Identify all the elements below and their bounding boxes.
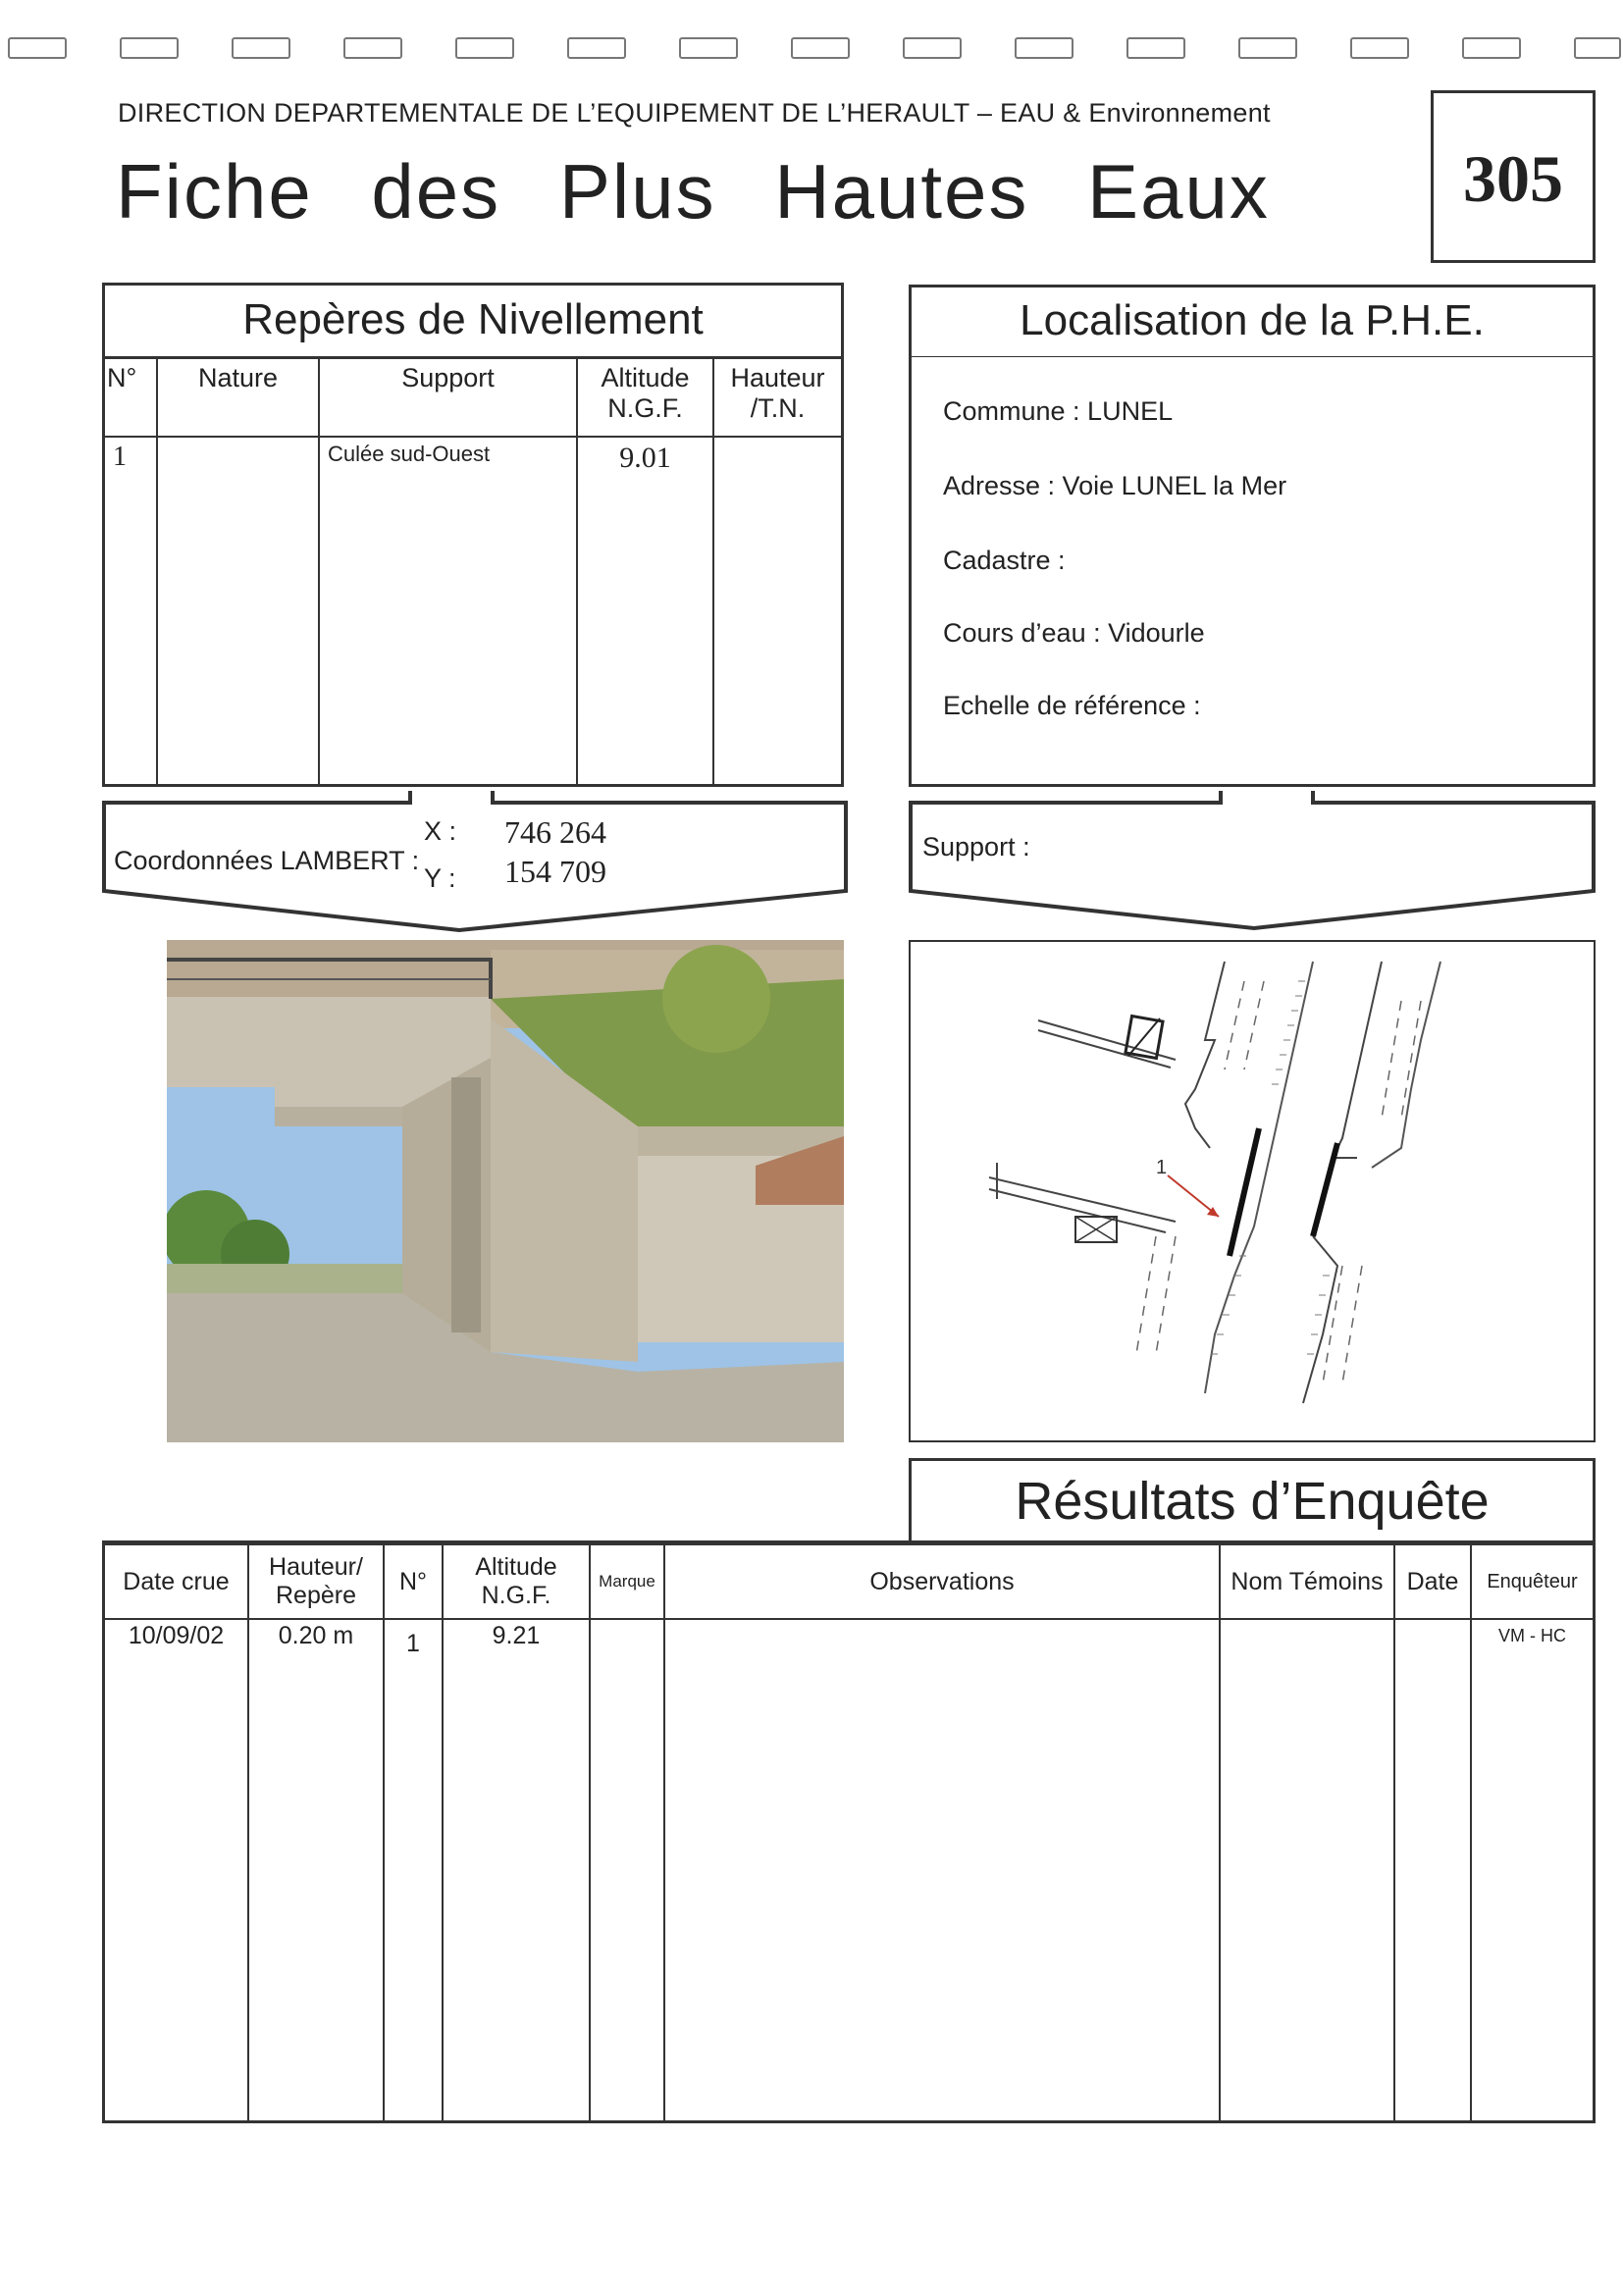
- reperes-table-box: [102, 357, 844, 787]
- coordonnees-label: Coordonnées LAMBERT :: [114, 846, 420, 875]
- cadastre: Cadastre :: [943, 546, 1066, 575]
- x-value: 746 264: [504, 814, 606, 850]
- col-nom-temoins: Nom Témoins: [1220, 1544, 1394, 1619]
- localisation-box: [909, 357, 1596, 787]
- reperes-title: Repères de Nivellement: [242, 295, 704, 343]
- col-hauteur-repere: Hauteur/ Repère: [248, 1544, 384, 1619]
- page-title: Fiche des Plus Hautes Eaux: [116, 148, 1270, 235]
- fiche-number: 305: [1463, 141, 1563, 216]
- y-value: 154 709: [504, 854, 606, 889]
- resultats-title: Résultats d’Enquête: [1015, 1472, 1490, 1531]
- support-label: Support :: [922, 832, 1030, 861]
- reperes-title-box: [102, 283, 844, 359]
- result-enqueteur: VM - HC: [1471, 1619, 1593, 2120]
- result-date-crue: 10/09/02: [105, 1619, 248, 2120]
- commune: Commune : LUNEL: [943, 396, 1174, 426]
- col-observations: Observations: [664, 1544, 1220, 1619]
- result-date: [1394, 1619, 1471, 2120]
- adresse: Adresse : Voie LUNEL la Mer: [943, 471, 1287, 500]
- y-label: Y :: [424, 863, 456, 893]
- col-marque: Marque: [590, 1544, 664, 1619]
- result-no: 1: [384, 1619, 443, 2120]
- binder-holes: [0, 37, 1623, 63]
- diagram-marker-label: 1: [1156, 1157, 1168, 1178]
- resultats-table: [105, 1543, 1593, 2120]
- echelle-reference: Echelle de référence :: [943, 691, 1201, 720]
- col-no: N°: [384, 1544, 443, 1619]
- repere-no: 1: [105, 437, 157, 784]
- table-row: [105, 1619, 1593, 2120]
- resultats-title-box: [909, 1458, 1596, 1546]
- col-altitude: Altitude N.G.F.: [577, 358, 713, 437]
- localisation-title: Localisation de la P.H.E.: [1020, 296, 1485, 344]
- repere-nature: [157, 437, 319, 784]
- repere-support: Culée sud-Ouest: [319, 437, 577, 784]
- x-label: X :: [424, 816, 457, 846]
- col-date: Date: [1394, 1544, 1471, 1619]
- fiche-number-box: [1431, 90, 1596, 263]
- cours-eau: Cours d’eau : Vidourle: [943, 618, 1205, 648]
- table-row: [105, 437, 841, 784]
- col-no: N°: [105, 358, 157, 437]
- result-hauteur-repere: 0.20 m: [248, 1619, 384, 2120]
- col-enqueteur: Enquêteur: [1471, 1544, 1593, 1619]
- organization-header: DIRECTION DEPARTEMENTALE DE L’EQUIPEMENT DE L’HERAULT – EAU & Environnement: [118, 98, 1271, 128]
- col-date-crue: Date crue: [105, 1544, 248, 1619]
- col-altitude: Altitude N.G.F.: [443, 1544, 590, 1619]
- localisation-title-box: [909, 285, 1596, 359]
- reperes-table: [105, 357, 841, 784]
- resultats-table-box: [102, 1540, 1596, 2123]
- result-observations: [664, 1619, 1220, 2120]
- col-hauteur: Hauteur /T.N.: [713, 358, 841, 437]
- result-altitude: 9.21: [443, 1619, 590, 2120]
- location-diagram-box: [909, 940, 1596, 1442]
- location-diagram: [911, 942, 1594, 1440]
- col-support: Support: [319, 358, 577, 437]
- result-marque: [590, 1619, 664, 2120]
- repere-hauteur: [713, 437, 841, 784]
- bridge-photo: [167, 940, 844, 1442]
- repere-altitude: 9.01: [577, 437, 713, 784]
- result-nom-temoins: [1220, 1619, 1394, 2120]
- col-nature: Nature: [157, 358, 319, 437]
